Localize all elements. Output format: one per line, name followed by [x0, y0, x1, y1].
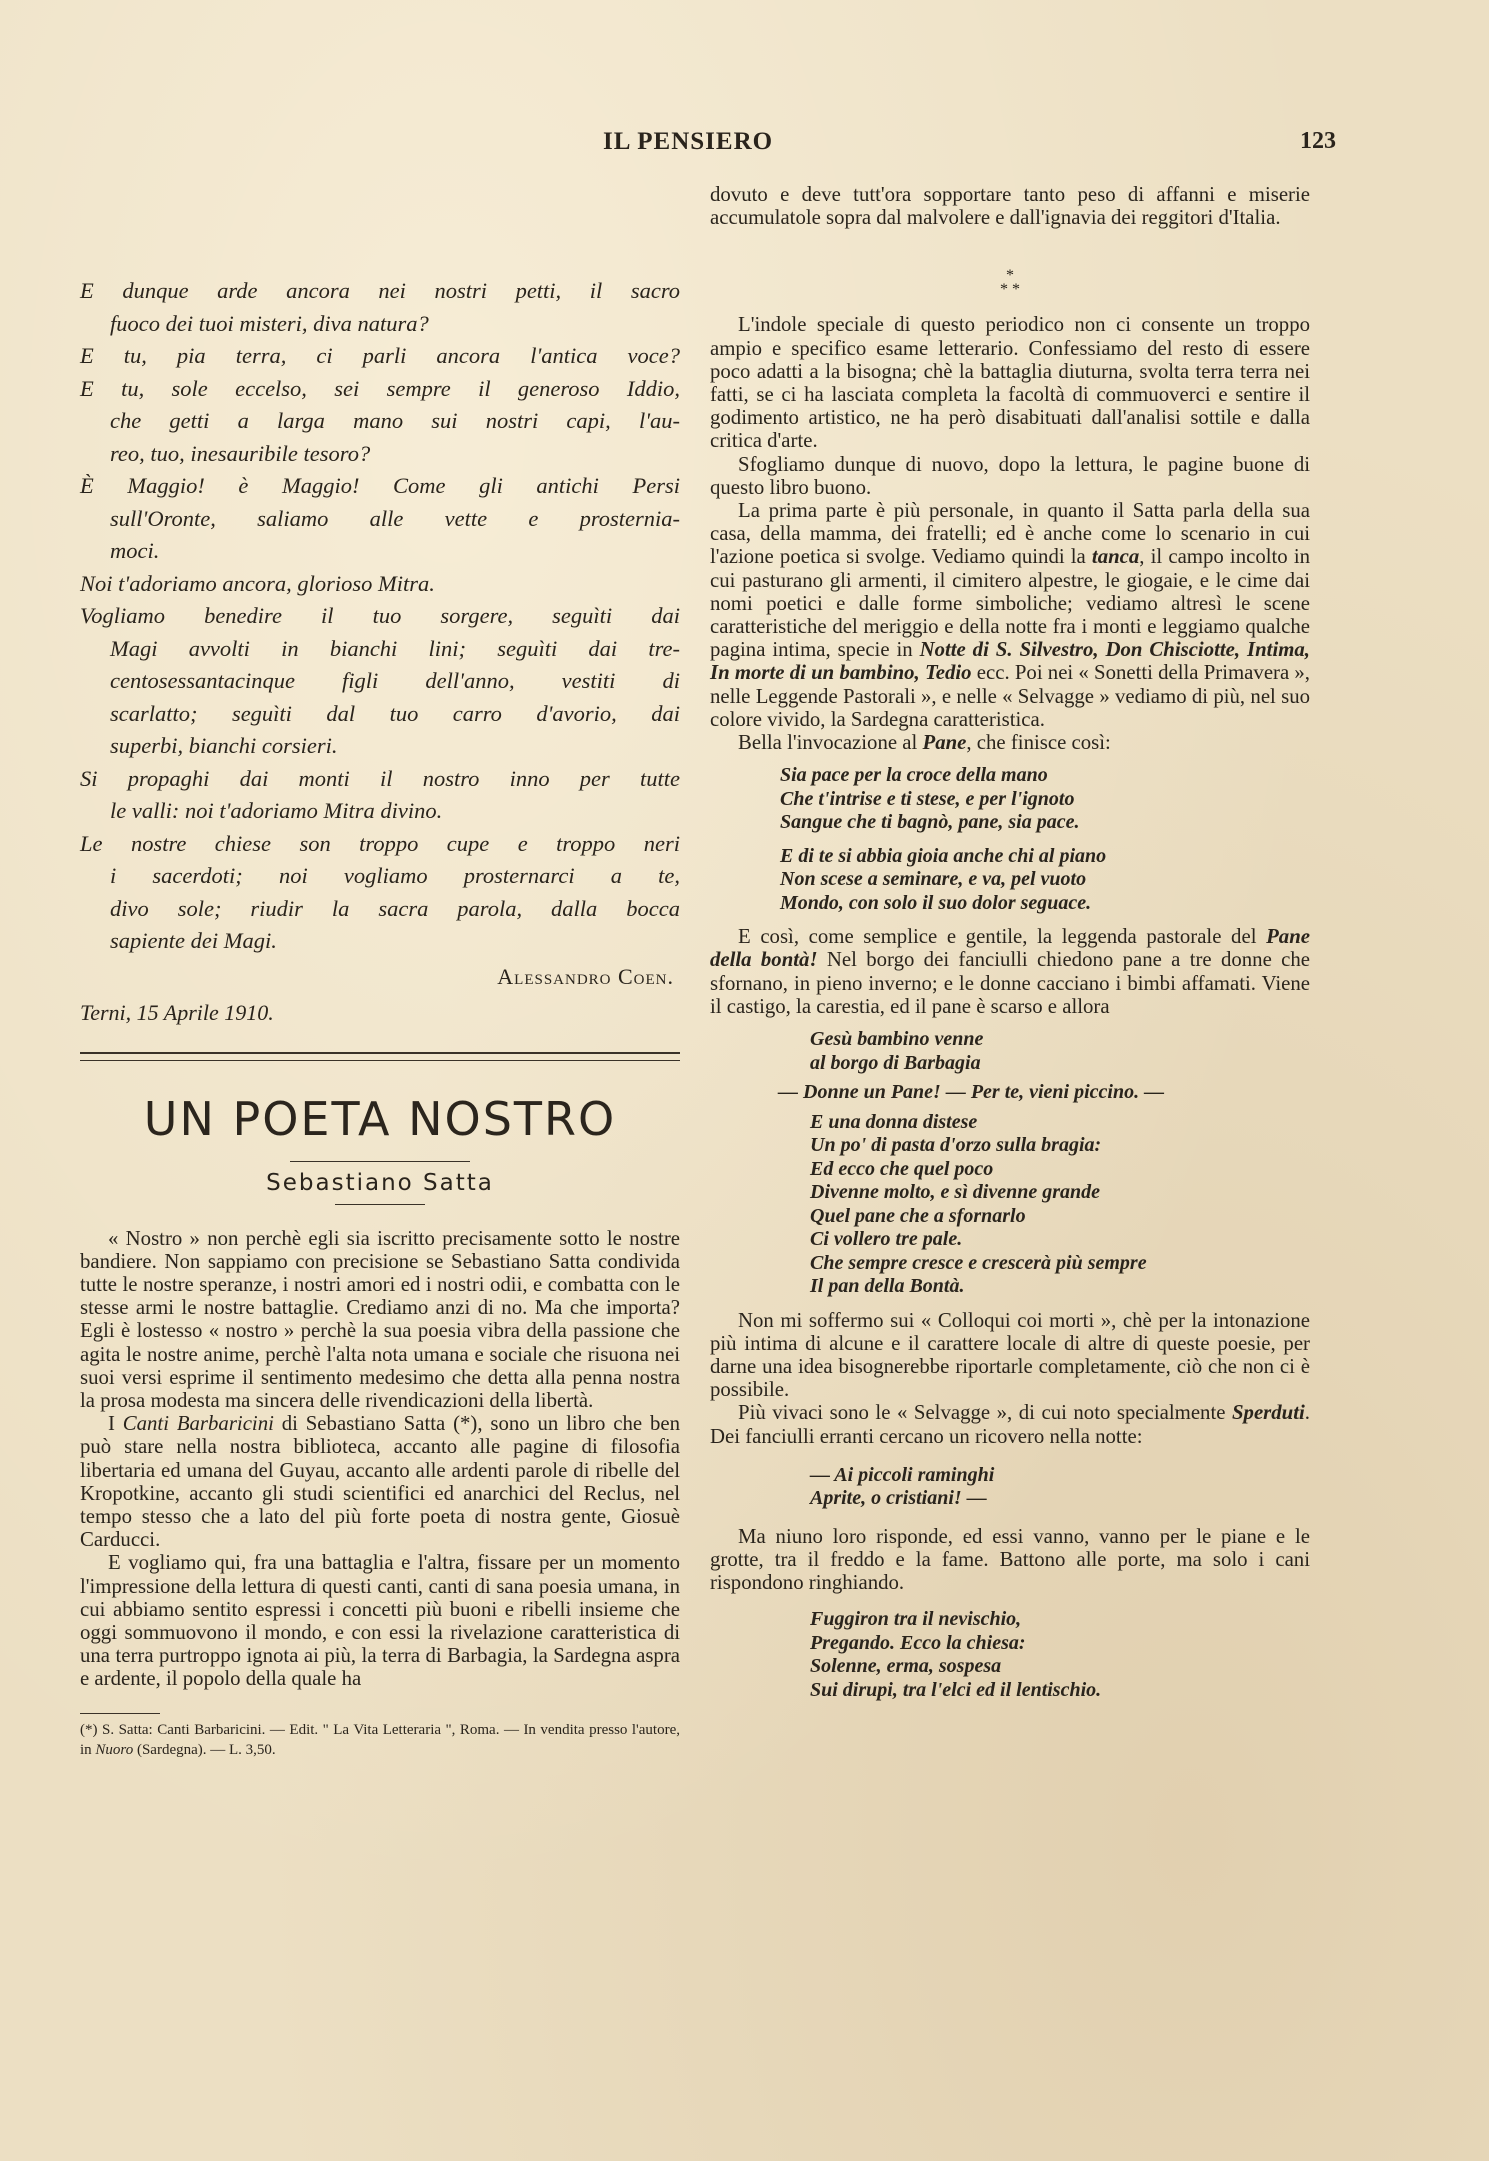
- article-paragraph: dovuto e deve tutt'ora sopportare tanto peso di affanni e miserie accumulatole sopra dal malvolere e dall'ignavia dei reggitori d'Italia.: [710, 183, 1310, 230]
- verse-line: — Donne un Pane! — Per te, vieni piccino. —: [778, 1081, 1165, 1104]
- left-column: [80, 275, 680, 1760]
- verse-line: Divenne molto, e sì divenne grande: [810, 1181, 1100, 1204]
- subtitle-rule: [290, 1161, 470, 1162]
- verse-line: al borgo di Barbagia: [810, 1051, 981, 1074]
- section-separator: * * *: [1000, 267, 1020, 299]
- poem-line: che getti a larga mano sui nostri capi, l'au-: [110, 408, 680, 433]
- poem-line: Noi t'adoriamo ancora, glorioso Mitra.: [80, 570, 435, 596]
- article-subtitle: Sebastiano Satta: [266, 1169, 494, 1196]
- page-header: [0, 128, 1489, 168]
- article-paragraph: E vogliamo qui, fra una battaglia e l'altra, fissare per un momento l'impressione della lettura di questi canti, canti di sana poesia umana, in cui abbiamo sentito espressi i concetti più buoni e ribelli insieme che oggi sommuovono il mondo, e con essi la rivelazione caratteristica di una terra purtroppo ignota ai più, la terra di Barbagia, la Sardegna aspra e ardente, il popolo della quale ha: [80, 1551, 680, 1691]
- poem-line: E tu, sole eccelso, sei sempre il generoso Iddio,: [80, 375, 680, 401]
- article-paragraph: Non mi soffermo sui « Colloqui coi morti », chè per la intonazione più intima di alcune e il carattere locale di altre di queste poesie, per darne una idea bisognerebbe riportarle completamente, ciò che non ci è possibile.: [710, 1308, 1310, 1402]
- poem-line: Si propaghi dai monti il nostro inno per tutte: [80, 765, 680, 791]
- article-paragraph: Sfogliamo dunque di nuovo, dopo la lettura, le pagine buone di questo libro buono.: [710, 452, 1310, 499]
- verse-quote: [810, 1464, 1310, 1511]
- book-title: Canti Barbaricini: [122, 1412, 274, 1436]
- verse-line: Gesù bambino venne: [810, 1028, 984, 1051]
- verse-line: — Ai piccoli raminghi: [810, 1463, 995, 1486]
- verse-line: Pregando. Ecco la chiesa:: [810, 1631, 1026, 1654]
- verse-line: Quel pane che a sfornarlo: [810, 1204, 1026, 1227]
- poem-line: reo, tuo, inesauribile tesoro?: [110, 440, 371, 466]
- verse-line: Che sempre cresce e crescerà più sempre: [810, 1251, 1147, 1274]
- poem: [80, 275, 680, 1028]
- article-paragraph: La prima parte è più personale, in quanto il Satta parla della sua casa, della mamma, dei fratelli; ed è anche come lo scenario in cui l'azione poetica si svolge. Vediamo quindi la tanca, il campo incolto in cui pasturano gli armenti, il cimitero alpestre, le giogaie, e le cime dai nomi poetici e dalle forme simboliche; vediamo altresì le scene caratteristiche del meriggio e della notte fra i monti e leggiamo qualche pagina intima, specie in Notte di S. Silvestro, Don Chisciotte, Intima, In morte di un bambino, Tedio ecc. Poi nei « Sonetti della Primavera », nelle Leggende Pastorali », e nelle « Selvagge » vediamo di più, nel suo colore vivido, la Sardegna caratteristica.: [710, 499, 1310, 731]
- article-title: UN POETA NOSTRO: [143, 1091, 617, 1146]
- verse-quote: [778, 1028, 1310, 1299]
- verse-line: Aprite, o cristiani! —: [810, 1487, 987, 1510]
- verse-line: E di te si abbia gioia anche chi al piano: [780, 844, 1107, 867]
- verse-line: Solenne, erma, sospesa: [810, 1655, 1002, 1678]
- verse-line: Sia pace per la croce della mano: [780, 764, 1048, 787]
- poem-line: sull'Oronte, saliamo alle vette e prosternia-: [110, 505, 680, 531]
- verse-line: E una donna distese: [810, 1110, 978, 1133]
- article-paragraph: E così, come semplice e gentile, la leggenda pastorale del Pane della bontà! Nel borgo dei fanciulli chiedono pane a tre donne che sfornano, in pieno inverno; e le donne cacciano i bimbi affamati. Viene il castigo, la carestia, ed il pane è scarso e allora: [710, 925, 1310, 1018]
- poem-line: E dunque arde ancora nei nostri petti, il sacro: [80, 278, 680, 303]
- running-title: IL PENSIERO: [603, 128, 774, 155]
- verse-line: Fuggiron tra il nevischio,: [810, 1608, 1022, 1631]
- article-paragraph: L'indole speciale di questo periodico non ci consente un troppo ampio e specifico esame letterario. Confessiamo del resto di essere poco adatti a la bisogna; chè la battaglia diuturna, svolta terra terra nei fatti, se ci ha lasciata completa la facoltà di commuoverci e sentire il godimento artistico, ne ha però disabituati dall'analisi sottile e dalla critica d'arte.: [710, 313, 1310, 453]
- verse-line: Il pan della Bontà.: [810, 1275, 965, 1298]
- article-paragraph: I Canti Barbaricini di Sebastiano Satta (*), sono un libro che ben può stare nella nostra biblioteca, accanto alle pagine di filosofia libertaria ed umana del Guyau, accanto alle ardenti parole di ribelle del Kropotkine, accanto gli studi scientifici ed anarchici del Reclus, nel tempo stesso che a lato del più forte poeta di nostra gente, Giosuè Carducci.: [80, 1412, 680, 1552]
- article-paragraph: « Nostro » non perchè egli sia iscritto precisamente sotto le nostre bandiere. Non sappiamo con precisione se Sebastiano Satta condivida tutte le nostre speranze, i nostri amori ed i nostri odii, e combatta con le stesse armi le nostre battaglie. Crediamo anzi di no. Ma che importa? Egli è lostesso « nostro » perchè la sua poesia vibra della passione che agita le nostre anime, perchè l'alta nota umana e sociale che risuona nei suoi versi esprime il sentimento medesimo che detta alla penna nostra la prosa modesta ma sincera delle rivendicazioni della libertà.: [80, 1226, 680, 1412]
- verse-quote: [780, 764, 1310, 915]
- poem-titles: Notte di S. Silvestro, Don Chisciotte, Intima, In morte di un bambino, Tedio: [710, 638, 1310, 685]
- poem-line: i sacerdoti; noi vogliamo prosternarci a te,: [110, 863, 680, 888]
- article-paragraph: Più vivaci sono le « Selvagge », di cui noto specialmente Sperduti. Dei fanciulli erranti cercano un ricovero nella notte:: [710, 1401, 1310, 1448]
- poem-line: Le nostre chiese son troppo cupe e troppo neri: [80, 830, 680, 856]
- article-paragraph: Ma niuno loro risponde, ed essi vanno, vanno per le piane e le grotte, tra il freddo e la fame. Battono alle porte, ma solo i cani rispondono ringhiando.: [710, 1524, 1310, 1595]
- poem-line: fuoco dei tuoi misteri, diva natura?: [110, 310, 429, 336]
- poem-line: È Maggio! è Maggio! Come gli antichi Persi: [80, 473, 680, 498]
- verse-line: Non scese a seminare, e va, pel vuoto: [780, 868, 1087, 891]
- poem-line: Magi avvolti in bianchi lini; seguìti dai tre-: [110, 635, 680, 661]
- verse-line: Sangue che ti bagnò, pane, sia pace.: [780, 811, 1080, 834]
- poem-line: divo sole; riudir la sacra parola, dalla bocca: [110, 895, 680, 921]
- poem-signature: Alessandro Coen.: [497, 963, 674, 989]
- poem-line: superbi, bianchi corsieri.: [110, 733, 338, 758]
- verse-line: Ci vollero tre pale.: [810, 1228, 963, 1251]
- poem-line: Vogliamo benedire il tuo sorgere, seguìti dai: [80, 603, 680, 628]
- poem-line: moci.: [110, 538, 160, 563]
- article-paragraph: Bella l'invocazione al Pane, che finisce così:: [738, 731, 1111, 755]
- poem-line: scarlatto; seguìti dal tuo carro d'avorio, dai: [110, 700, 680, 726]
- verse-line: Mondo, con solo il suo dolor seguace.: [780, 891, 1092, 914]
- section-divider: [80, 1052, 680, 1061]
- verse-line: Sui dirupi, tra l'elci ed il lentischio.: [810, 1678, 1102, 1701]
- right-column: [710, 183, 1310, 1712]
- verse-line: Ed ecco che quel poco: [810, 1157, 994, 1180]
- verse-line: Che t'intrise e ti stese, e per l'ignoto: [780, 787, 1075, 810]
- poem-line: E tu, pia terra, ci parli ancora l'antica voce?: [80, 343, 680, 368]
- verse-quote: [810, 1608, 1310, 1702]
- poem-line: le valli: noi t'adoriamo Mitra divino.: [110, 798, 443, 823]
- footnote: (*) S. Satta: Canti Barbaricini. — Edit. " La Vita Letteraria ", Roma. — In vendita presso l'autore, in Nuoro (Sardegna). — L. 3,50.: [80, 1721, 680, 1758]
- poem-dateline: Terni, 15 Aprile 1910.: [80, 999, 274, 1025]
- page-number: 123: [1300, 128, 1336, 154]
- verse-line: Un po' di pasta d'orzo sulla bragia:: [810, 1134, 1102, 1157]
- footnote-rule: [80, 1713, 160, 1714]
- poem-line: sapiente dei Magi.: [110, 928, 277, 953]
- subtitle-underline: [335, 1204, 425, 1205]
- poem-line: centosessantacinque figli dell'anno, vestiti di: [110, 668, 680, 693]
